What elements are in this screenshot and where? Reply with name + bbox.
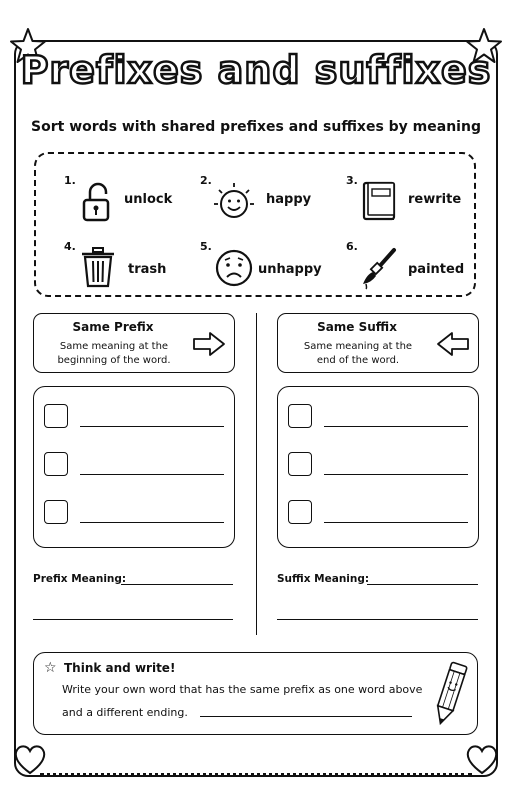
suffix-row[interactable] — [288, 500, 468, 528]
paintbrush-icon — [358, 246, 402, 290]
arrow-right-icon — [192, 331, 226, 357]
book-icon — [358, 180, 402, 224]
star-outline-icon: ☆ — [44, 660, 57, 676]
answer-line[interactable] — [324, 474, 468, 475]
word-card — [346, 240, 486, 292]
prefix-meaning-line-2[interactable] — [33, 619, 233, 620]
suffix-word-list — [277, 386, 479, 548]
prefix-row[interactable] — [44, 452, 224, 480]
word-number: 4. — [64, 240, 76, 253]
suffix-meaning-line-2[interactable] — [277, 619, 478, 620]
think-and-write-box — [33, 652, 478, 735]
suffix-description: Same meaning at the end of the word. — [303, 341, 413, 366]
heart-icon — [464, 742, 500, 776]
word-label: painted — [408, 262, 465, 277]
answer-line[interactable] — [324, 522, 468, 523]
prefix-description: Same meaning at the beginning of the word. — [57, 341, 171, 366]
word-label: unhappy — [258, 262, 322, 277]
checkbox[interactable] — [288, 452, 312, 476]
word-label: trash — [128, 262, 167, 277]
pencil-character-icon — [432, 657, 468, 731]
prefix-row[interactable] — [44, 500, 224, 528]
suffix-heading: Same Suffix — [317, 320, 397, 334]
suffix-meaning-label: Suffix Meaning: — [277, 573, 370, 585]
heart-icon — [12, 742, 48, 776]
word-label: unlock — [124, 192, 173, 207]
prefix-meaning-label: Prefix Meaning: — [33, 573, 127, 585]
smiling-sun-icon — [212, 180, 256, 224]
column-divider — [256, 313, 257, 635]
answer-line[interactable] — [80, 522, 224, 523]
same-prefix-header — [33, 313, 235, 373]
checkbox[interactable] — [44, 452, 68, 476]
prefix-row[interactable] — [44, 404, 224, 432]
checkbox[interactable] — [44, 500, 68, 524]
answer-line[interactable] — [324, 426, 468, 427]
word-card — [64, 174, 204, 226]
answer-line[interactable] — [80, 426, 224, 427]
arrow-left-icon — [436, 331, 470, 357]
page-subtitle: Sort words with shared prefixes and suffixes by meaning — [31, 119, 481, 135]
word-card — [200, 240, 340, 292]
word-number: 6. — [346, 240, 358, 253]
open-padlock-icon — [76, 180, 120, 224]
word-label: happy — [266, 192, 312, 207]
word-card — [64, 240, 204, 292]
think-answer-line[interactable] — [200, 716, 412, 717]
suffix-meaning-line[interactable] — [367, 584, 478, 585]
prefix-word-list — [33, 386, 235, 548]
prefix-meaning-line[interactable] — [121, 584, 233, 585]
think-prompt-line-2: and a different ending. — [62, 706, 188, 719]
word-card — [200, 174, 340, 226]
think-prompt-line-1: Write your own word that has the same prefix as one word above — [62, 683, 423, 696]
answer-line[interactable] — [80, 474, 224, 475]
prefix-heading: Same Prefix — [72, 320, 154, 334]
suffix-row[interactable] — [288, 452, 468, 480]
bottom-dotted-border — [40, 773, 472, 776]
word-card — [346, 174, 486, 226]
checkbox[interactable] — [288, 500, 312, 524]
word-number: 2. — [200, 174, 212, 187]
same-suffix-header — [277, 313, 479, 373]
checkbox[interactable] — [44, 404, 68, 428]
checkbox[interactable] — [288, 404, 312, 428]
word-number: 1. — [64, 174, 76, 187]
word-bank — [34, 152, 476, 297]
word-number: 3. — [346, 174, 358, 187]
suffix-row[interactable] — [288, 404, 468, 432]
trash-can-icon — [76, 246, 120, 290]
sad-face-icon — [212, 246, 256, 290]
word-label: rewrite — [408, 192, 462, 207]
page-title: Prefixes and suffixes — [20, 48, 492, 92]
word-number: 5. — [200, 240, 212, 253]
think-title: Think and write! — [64, 661, 176, 675]
